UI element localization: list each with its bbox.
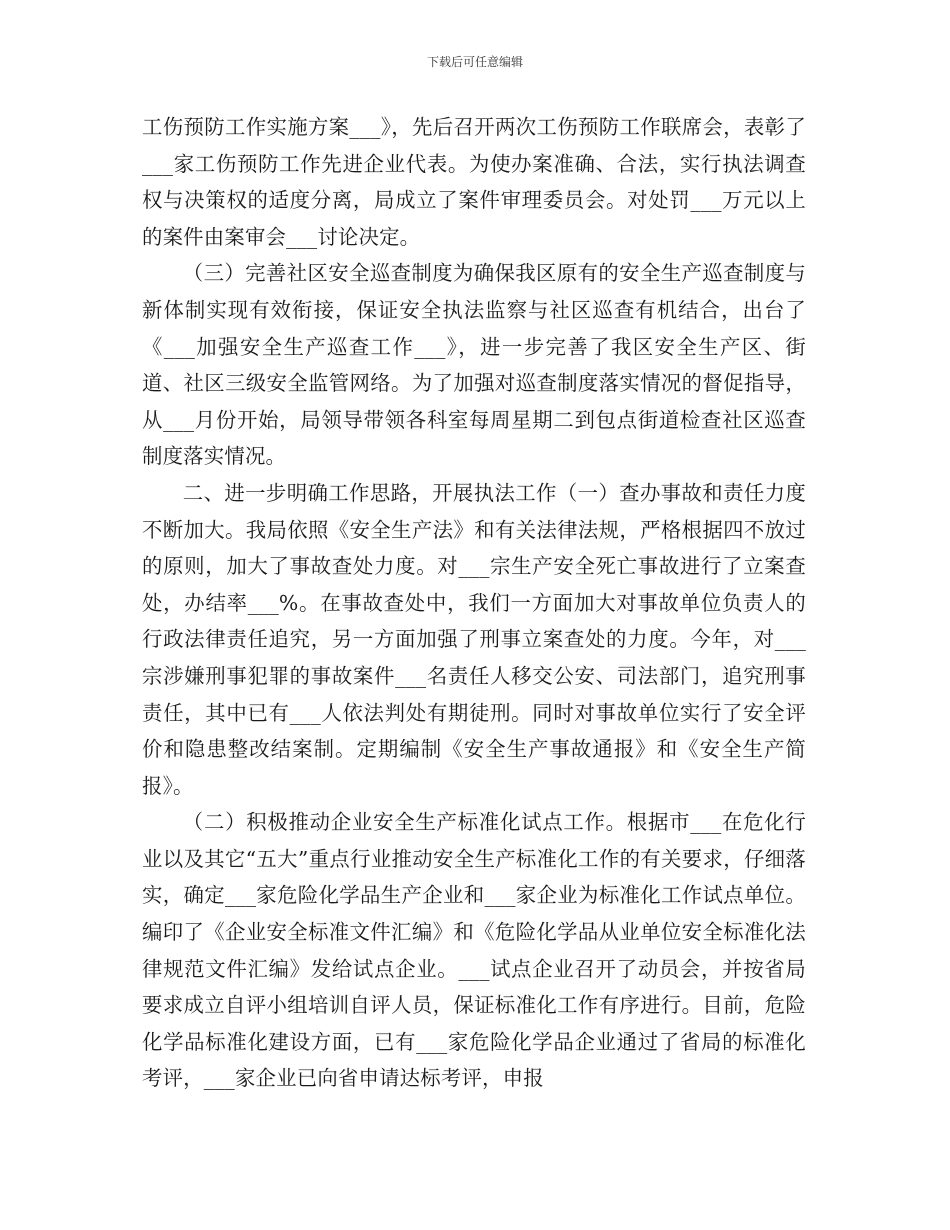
paragraph-standardization: （二）积极推动企业安全生产标准化试点工作。根据市___在危化行业以及其它“五大”重点行业推动安全生产标准化工作的有关要求，仔细落实，确定___家危险化学品生产企业和___家企业为标准化工作试点单位。编印了《企业安全标准文件汇编》和《危险化学品从业单位安全标准化法律规范文件汇编》发给试点企业。___试点企业召开了动员会，并按省局要求成立自评小组培训自评人员，保证标准化工作有序进行。目前，危险化学品标准化建设方面，已有___家危险化学品企业通过了省局的标准化考评，___家企业已向省申请达标考评，申报 xyxy=(142,810,806,1091)
page-header: 下载后可任意编辑 xyxy=(426,55,523,69)
document-body xyxy=(142,109,806,1097)
paragraph-continuation: 工伤预防工作实施方案___》，先后召开两次工伤预防工作联席会，表彰了___家工伤预防工作先进企业代表。为使办案准确、合法，实行执法调查权与决策权的适度分离，局成立了案件审理委员会。对处罚___万元以上的案件由案审会___讨论决定。 xyxy=(142,115,806,249)
paragraph-enforcement: 二、进一步明确工作思路，开展执法工作（一）查办事故和责任力度不断加大。我局依照《安全生产法》和有关法律法规，严格根据四不放过的原则，加大了事故查处力度。对___宗生产安全死亡事故进行了立案查处，办结率___%。在事故查处中，我们一方面加大对事故单位负责人的行政法律责任追究，另一方面加强了刑事立案查处的力度。今年，对___宗涉嫌刑事犯罪的事故案件___名责任人移交公安、司法部门，追究刑事责任，其中已有___人依法判处有期徒刑。同时对事故单位实行了安全评价和隐患整改结案制。定期编制《安全生产事故通报》和《安全生产简报》。 xyxy=(142,480,806,798)
paragraph-community-patrol: （三）完善社区安全巡查制度为确保我区原有的安全生产巡查制度与新体制实现有效衔接，保证安全执法监察与社区巡查有机结合，出台了《___加强安全生产巡查工作___》，进一步完善了我区安全生产区、街道、社区三级安全监管网络。为了加强对巡查制度落实情况的督促指导，从___月份开始，局领导带领各科室每周星期二到包点街道检查社区巡查制度落实情况。 xyxy=(142,261,806,469)
